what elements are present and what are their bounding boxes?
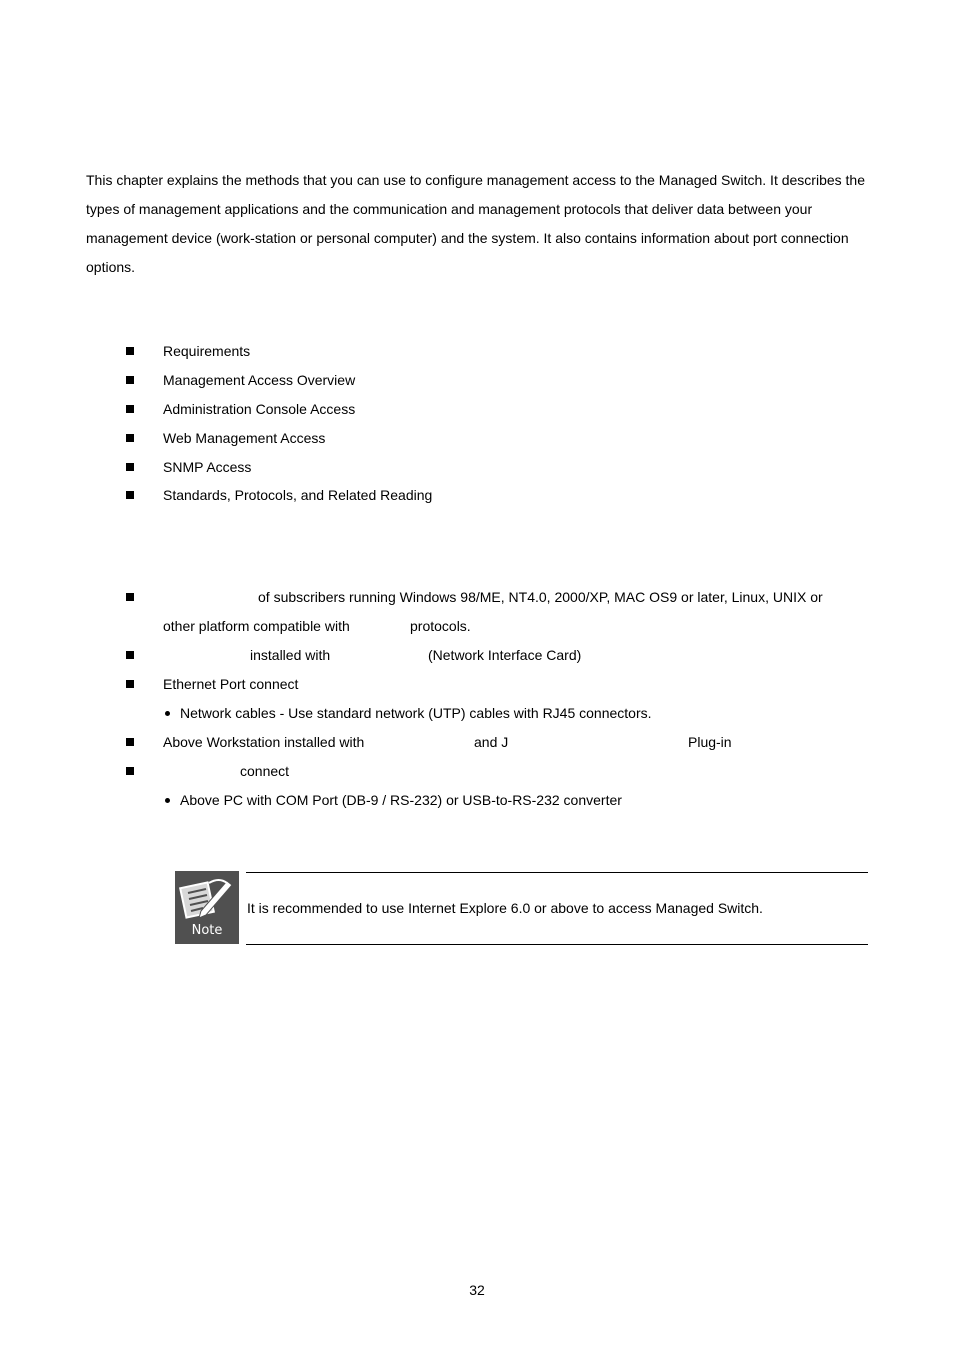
requirement-text: Ethernet Port connect (163, 676, 299, 692)
intro-paragraph: This chapter explains the methods that you can use to configure management access to the Managed Switch. It describes the types of management applications and the communication and management protocols that deliver data between your management device (work-station or personal computer) and the system. It also contains information about port connection options. (86, 172, 865, 275)
sub-bullet-icon (165, 711, 170, 716)
bullet-icon (126, 680, 134, 688)
list-item: Standards, Protocols, and Related Reading (163, 487, 433, 503)
note-icon-label: Note (191, 923, 223, 938)
requirement-text: protocols. (410, 618, 471, 634)
note-icon (175, 871, 239, 944)
note-top-divider (246, 872, 868, 873)
requirement-text: connect (240, 763, 290, 779)
bullet-icon (126, 651, 134, 659)
list-item: Requirements (163, 343, 251, 359)
requirement-text: Plug-in (688, 734, 732, 750)
requirement-text: installed with (250, 647, 331, 663)
note-bottom-divider (246, 944, 868, 945)
page-number: 32 (469, 1282, 485, 1298)
bullet-icon (126, 463, 134, 471)
requirement-text: (Network Interface Card) (428, 647, 582, 663)
bullet-icon (126, 738, 134, 746)
requirement-subitem: Network cables - Use standard network (UTP) cables with RJ45 connectors. (180, 705, 652, 721)
requirement-text: Above Workstation installed with (163, 734, 365, 750)
bullet-icon (126, 405, 134, 413)
bullet-icon (126, 767, 134, 775)
requirement-text: and J (474, 734, 509, 750)
requirement-text: other platform compatible with (163, 618, 350, 634)
note-text: It is recommended to use Internet Explore 6.0 or above to access Managed Switch. (247, 900, 763, 916)
bullet-icon (126, 593, 134, 601)
bullet-icon (126, 434, 134, 442)
list-item: Web Management Access (163, 430, 326, 446)
list-item: Management Access Overview (163, 372, 356, 388)
bullet-icon (126, 347, 134, 355)
list-item: Administration Console Access (163, 401, 356, 417)
bullet-icon (126, 376, 134, 384)
requirement-subitem: Above PC with COM Port (DB-9 / RS-232) or USB-to-RS-232 converter (180, 792, 622, 808)
list-item: SNMP Access (163, 459, 252, 475)
sub-bullet-icon (165, 798, 170, 803)
bullet-icon (126, 491, 134, 499)
requirement-text: of subscribers running Windows 98/ME, NT4.0, 2000/XP, MAC OS9 or later, Linux, UNIX or (258, 589, 823, 605)
